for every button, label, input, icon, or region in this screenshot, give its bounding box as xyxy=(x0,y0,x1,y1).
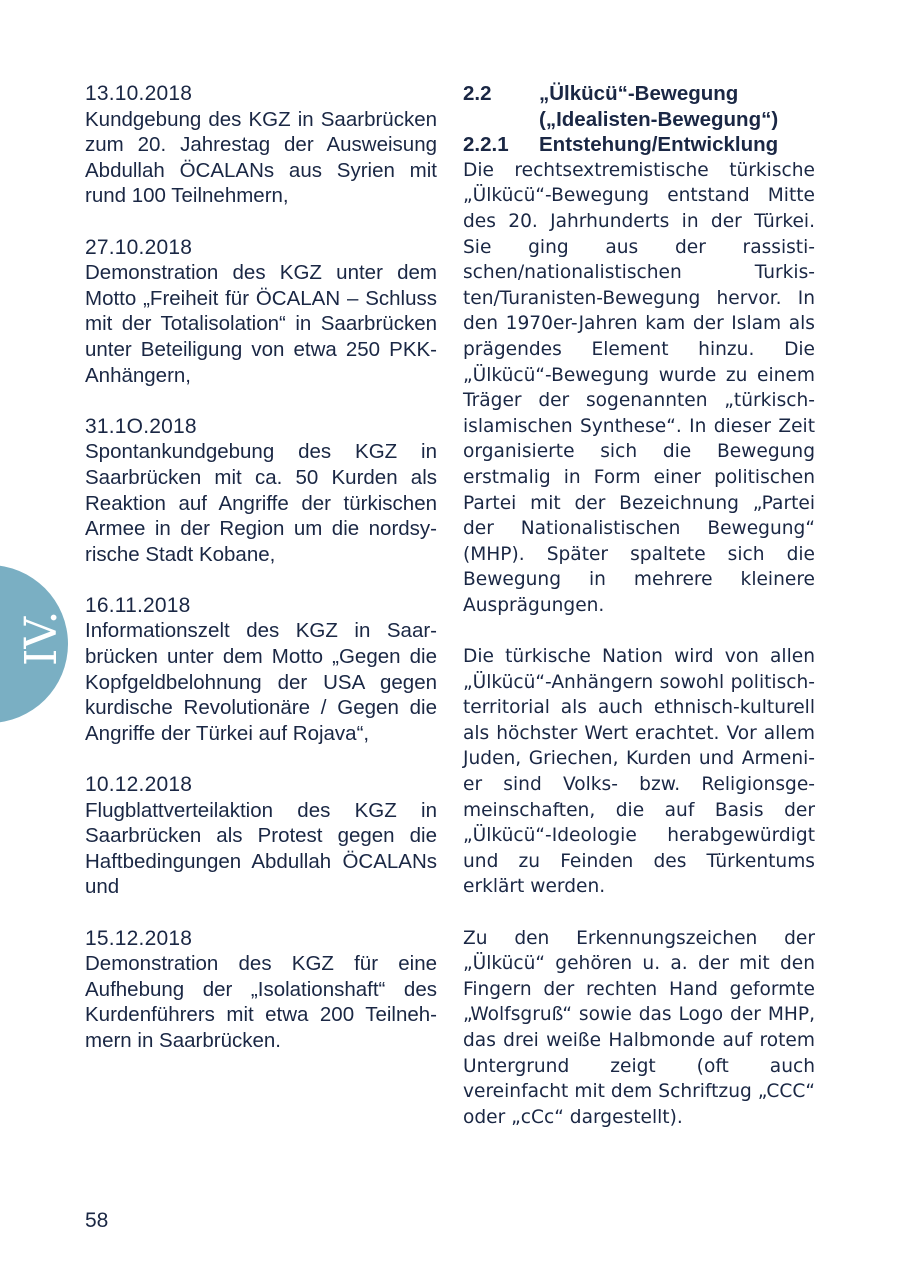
event-entry xyxy=(85,81,437,209)
event-entry xyxy=(85,235,437,389)
right-column xyxy=(463,81,815,1130)
event-entry xyxy=(85,414,437,568)
body-paragraph: Zu den Erkennungszeichen der „Ülkücü“ gehören u. a. der mit den Fingern der rechten Hand geformte „Wolfsgruß“ sowie das Logo der MHP, das drei weiße Halbmonde auf rotem Untergrund zeigt (oft auch vereinfacht mit dem Schriftzug „CCC“ oder „cCc“ dargestellt). xyxy=(463,927,815,1128)
body-paragraph: Die rechtsextremistische türkische „Ülkücü“-Bewegung entstand Mitte des 20. Jahrhunderts in der Türkei. Sie ging aus der rassistischen/nationalistischen Turkisten/Turanisten-Bewegung hervor. In den 1970er-Jahren kam der Islam als prägendes Element hinzu. Die „Ülkücü“-Bewegung wurde zu einem Träger der sogenannten „türkisch-islamischen Synthese“. In dieser Zeit organisierte sich die Bewegung erstmalig in Form einer politischen Partei mit der Bezeichnung „Partei der Nationalistischen Bewegung“ (MHP). Später spaltete sich die Bewegung in mehrere kleinere Ausprägungen. xyxy=(463,159,815,616)
section-heading xyxy=(463,81,815,132)
event-date: 13.10.2018 xyxy=(85,82,193,105)
section-title-line: („Idealisten-Bewegung“) xyxy=(539,107,779,131)
event-date: 10.12.2018 xyxy=(85,773,193,797)
body-paragraph: Die türkische Nation wird von allen „Ülkücü“-Anhängern sowohl politisch-territorial als auch ethnisch-kulturell als höchster Wert erachtet. Vor allem Juden, Griechen, Kurden und Armenier sind Volks- bzw. Religionsgemeinschaften, die auf Basis der „Ülkücü“-Ideologie herabgewürdigt und zu Feinden des Türkentums erklärt werden. xyxy=(463,646,815,898)
event-entry xyxy=(85,772,437,900)
event-description: Kundgebung des KGZ in Saarbrücken zum 20. Jahrestag der Ausweisung Abdullah ÖCALANs aus Syrien mit rund 100 Teilnehmern, xyxy=(85,107,437,208)
event-entry xyxy=(85,593,437,747)
event-description: Flugblattverteilaktion des KGZ in Saarbrücken als Protest gegen die Haftbedingungen Abdullah ÖCALANs und xyxy=(85,798,437,899)
page-number: 58 xyxy=(85,1209,109,1232)
subsection-number: 2.2.1 xyxy=(463,133,509,157)
section-number: 2.2 xyxy=(463,82,492,105)
event-description: Demonstration des KGZ unter dem Motto „Freiheit für ÖCALAN – Schluss mit der Totalisolation“ in Saarbrücken unter Beteiligung von etwa 250 PKK-Anhängern, xyxy=(85,261,437,387)
event-date: 16.11.2018 xyxy=(85,593,191,617)
subsection-heading xyxy=(463,132,815,158)
event-date: 27.10.2018 xyxy=(85,235,193,259)
section-title-line: „Ülkücü“-Bewegung xyxy=(539,82,739,105)
event-date: 15.12.2018 xyxy=(85,926,193,950)
event-description: Spontankundgebung des KGZ in Saarbrücken mit ca. 50 Kurden als Reaktion auf Angriffe der türkischen Armee in der Region um die nordsyrische Stadt Kobane, xyxy=(85,440,437,566)
section-title xyxy=(539,81,815,132)
event-entry xyxy=(85,926,437,1054)
subsection-title: Entstehung/Entwicklung xyxy=(539,133,779,157)
event-description: Demonstration des KGZ für eine Aufhebung der „Isolationshaft“ des Kurdenführers mit etwa 200 Teilnehmern in Saarbrücken. xyxy=(85,952,437,1052)
event-date: 31.1O.2018 xyxy=(85,414,197,438)
left-column xyxy=(85,81,437,1079)
event-description: Informationszelt des KGZ in Saarbrücken unter dem Motto „Gegen die Kopfgeldbelohnung der USA gegen kurdische Revolutionäre / Gegen die Angriffe der Türkei auf Rojava“, xyxy=(85,619,437,745)
